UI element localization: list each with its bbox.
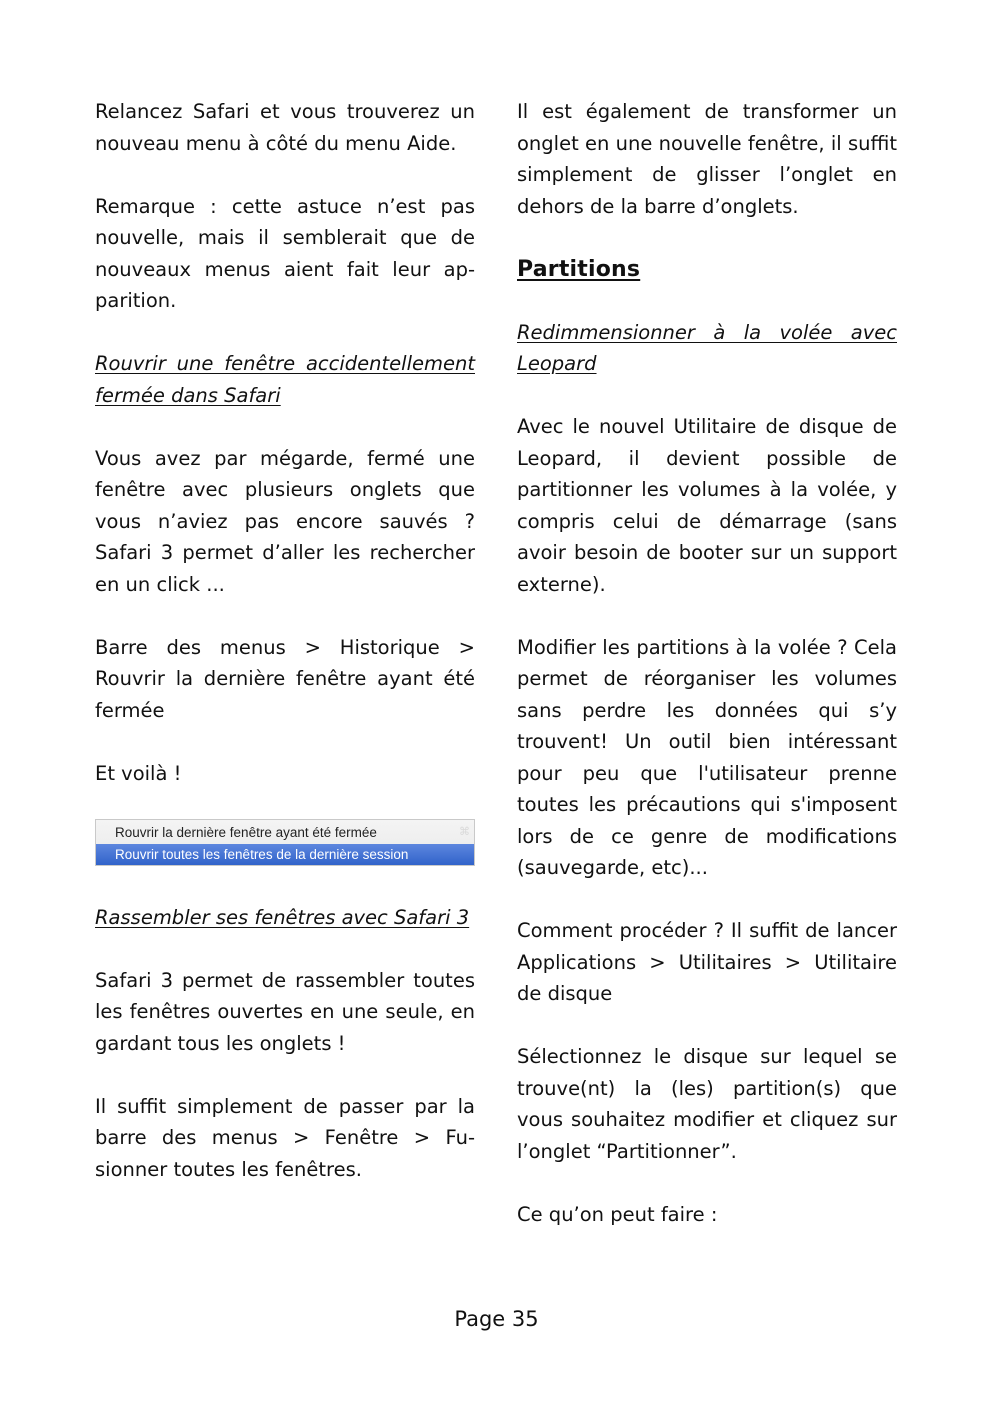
paragraph-what-you-can-do: Ce qu’on peut faire :	[517, 1202, 718, 1226]
paragraph-tab-to-window: Il est également de transformer un onglet en une nouvelle fenêtre, il suffit simplement de glisser l’onglet en dehors de la barre d’onglets.	[517, 100, 897, 218]
page-number: Page 35	[454, 1307, 539, 1331]
right-column	[517, 96, 897, 1230]
menu-item-reopen-last-window: Rouvrir la dernière fenêtre ayant été fermée	[115, 824, 377, 840]
subheading-merge-windows: Rassembler ses fenêtres avec Safari 3	[95, 905, 470, 929]
paragraph-closed-window: Vous avez par mégarde, fermé une fenêtre avec plusieurs onglets que vous n’aviez pas encore sauvés ? Safari 3 permet d’aller les rechercher en un click ...	[95, 446, 475, 596]
subheading-resize-leopard: Redimmensionner à la volée avec Leopard	[517, 320, 897, 375]
paragraph-voila: Et voilà !	[95, 761, 182, 785]
paragraph-menu-path-window: Il suffit simplement de passer par la barre des menus > Fenêtre > Fusionner toutes les fenêtres.	[95, 1094, 475, 1181]
paragraph-menu-path-history: Barre des menus > Historique > Rouvrir la dernière fenêtre ayant été fermée	[95, 635, 475, 722]
menu-screenshot	[95, 819, 475, 866]
paragraph-remark: Remarque : cette astuce n’est pas nouvelle, mais il semblerait que de nouveaux menus aient fait leur apparition.	[95, 194, 475, 312]
paragraph-how-to: Comment procéder ? Il suffit de lancer Applications > Utilitaires > Utilitaire de disque	[517, 919, 897, 1005]
paragraph-select-disk: Sélectionnez le disque sur lequel se trouve(nt) la (les) partition(s) que vous souhaitez modifier et cliquez sur l’onglet “Partitionner”.	[517, 1045, 897, 1163]
paragraph-modify-partitions: Modifier les partitions à la volée ? Cela permet de réorganiser les volumes sans perdre les données qui s’y trouvent! Un outil bien intéressant pour peu que l'utilisateur prenne toutes les précautions qui s'imposent lors de ce genre de modifications (sauvegarde, etc)...	[517, 635, 897, 879]
paragraph-disk-utility: Avec le nouvel Utilitaire de disque de Leopard, il devient possible de partitionner les volumes à la volée, y compris celui de démarrage (sans avoir besoin de booter sur un support externe).	[517, 415, 897, 596]
subheading-reopen-window: Rouvrir une fenêtre accidentellement fermée dans Safari	[95, 352, 475, 407]
left-column	[95, 96, 475, 1185]
section-heading-partitions: Partitions	[517, 256, 641, 282]
menu-item-reopen-all-windows: Rouvrir toutes les fenêtres de la dernière session	[96, 844, 474, 866]
paragraph-merge-windows: Safari 3 permet de rassembler toutes les fenêtres ouvertes en une seule, en gardant tous les onglets !	[95, 968, 475, 1055]
paragraph-relaunch-safari: Relancez Safari et vous trouverez un nouveau menu à côté du menu Aide.	[95, 100, 475, 155]
menu-shortcut-ghost: ⌘	[459, 825, 470, 838]
